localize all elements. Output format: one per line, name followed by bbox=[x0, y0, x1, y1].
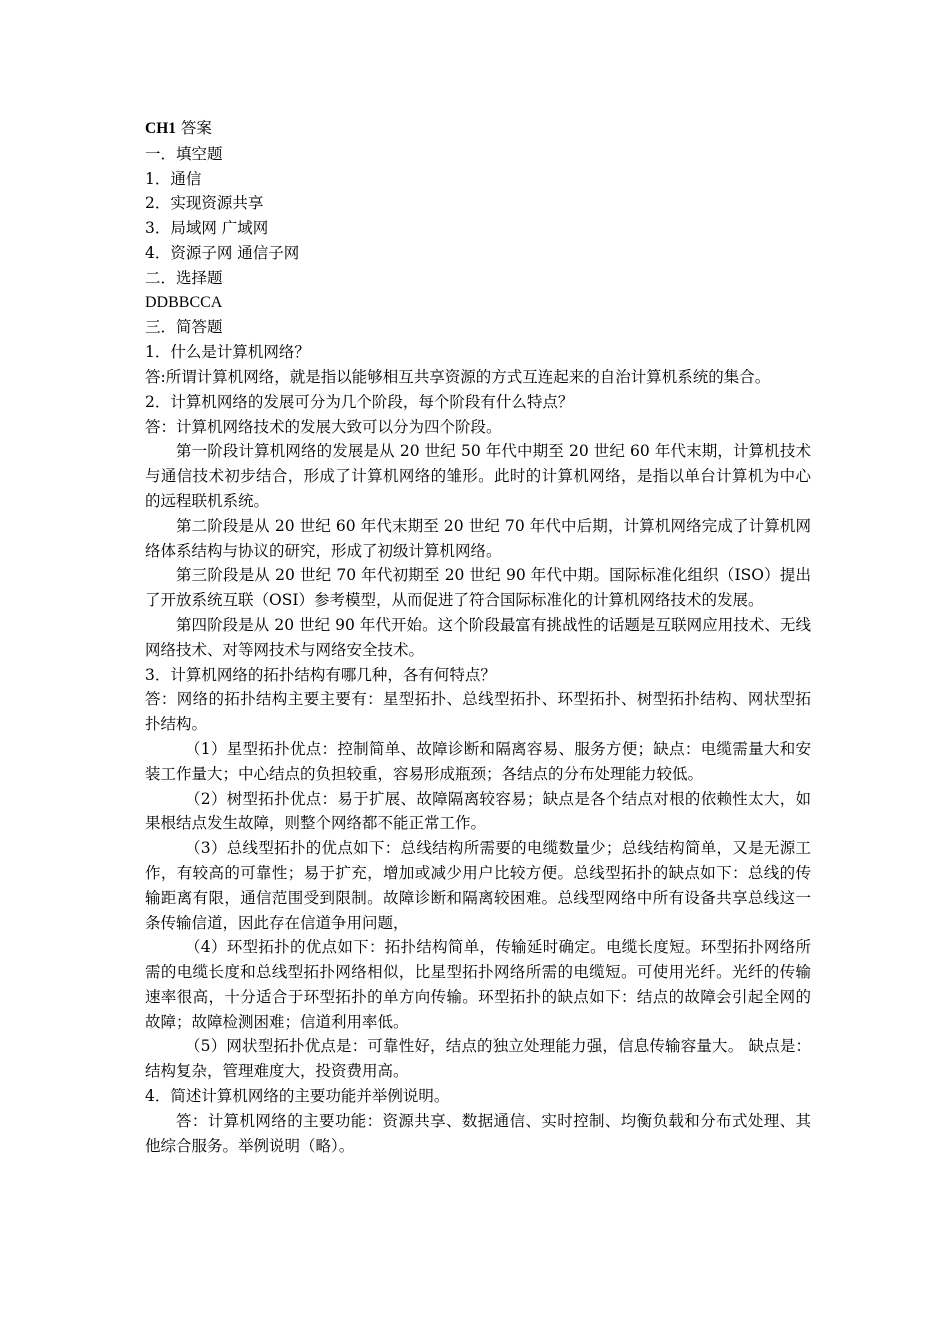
section-heading-fill-blank: 一．填空题 bbox=[145, 144, 223, 163]
question-1: 1．什么是计算机网络？ bbox=[145, 343, 310, 362]
answer-3-mesh: （5）网状型拓扑优点是：可靠性好，结点的独立处理能力强，信息传输容量大。 缺点是：结构复杂，管理难度大，投资费用高。 bbox=[145, 1037, 811, 1081]
answer-3-star: （1）星型拓扑优点：控制简单、故障诊断和隔离容易、服务方便；缺点：电缆需量大和安装工作量大；中心结点的负担较重，容易形成瓶颈；各结点的分布处理能力较低。 bbox=[145, 739, 811, 783]
fill-blank-answer-3: 3．局域网 广域网 bbox=[145, 219, 269, 238]
answer-4: 答：计算机网络的主要功能：资源共享、数据通信、实时控制、均衡负载和分布式处理、其他综合服务。举例说明（略）。 bbox=[145, 1111, 811, 1155]
answer-2-stage-4: 第四阶段是从 20 世纪 90 年代开始。这个阶段最富有挑战性的话题是互联网应用技术、无线网络技术、对等网技术与网络安全技术。 bbox=[145, 615, 811, 659]
answer-3-tree: （2）树型拓扑优点：易于扩展、故障隔离较容易；缺点是各个结点对根的依赖性太大，如果根结点发生故障，则整个网络都不能正常工作。 bbox=[145, 789, 811, 833]
section-heading-short-answer: 三．简答题 bbox=[145, 318, 223, 337]
fill-blank-answer-2: 2．实现资源共享 bbox=[145, 194, 264, 213]
doc-title-bold: CH1 bbox=[145, 120, 176, 137]
answer-3-intro: 答：网络的拓扑结构主要主要有：星型拓扑、总线型拓扑、环型拓扑、树型拓扑结构、网状型拓扑结构。 bbox=[145, 690, 811, 734]
answer-2-intro: 答：计算机网络技术的发展大致可以分为四个阶段。 bbox=[145, 417, 502, 436]
answer-2-stage-2: 第二阶段是从 20 世纪 60 年代末期至 20 世纪 70 年代中后期，计算机网络完成了计算机网络体系结构与协议的研究，形成了初级计算机网络。 bbox=[145, 516, 811, 560]
question-2: 2．计算机网络的发展可分为几个阶段，每个阶段有什么特点？ bbox=[145, 392, 574, 411]
doc-title-rest: 答案 bbox=[176, 119, 212, 137]
answer-3-ring: （4）环型拓扑的优点如下：拓扑结构简单，传输延时确定。电缆长度短。环型拓扑网络所需的电缆长度和总线型拓扑网络相似，比星型拓扑网络所需的电缆短。可使用光纤。光纤的传输速率很高，十分适合于环型拓扑的单方向传输。环型拓扑的缺点如下：结点的故障会引起全网的故障；故障检测困难；信道利用率低。 bbox=[145, 938, 811, 1031]
document-body bbox=[145, 116, 811, 1158]
question-3: 3．计算机网络的拓扑结构有哪几种，各有何特点？ bbox=[145, 665, 496, 684]
section-heading-choice: 二．选择题 bbox=[145, 268, 223, 287]
answer-1: 答:所谓计算机网络，就是指以能够相互共享资源的方式互连起来的自治计算机系统的集合。 bbox=[145, 367, 771, 386]
question-4: 4．简述计算机网络的主要功能并举例说明。 bbox=[145, 1087, 450, 1106]
doc-title bbox=[145, 116, 811, 142]
answer-2-stage-1: 第一阶段计算机网络的发展是从 20 世纪 50 年代中期至 20 世纪 60 年代末期，计算机技术与通信技术初步结合，形成了计算机网络的雏形。此时的计算机网络，是指以单台计算机为中心的远程联机系统。 bbox=[145, 442, 811, 510]
choice-answers: DDBBCCA bbox=[145, 293, 223, 311]
answer-3-bus: （3）总线型拓扑的优点如下：总线结构所需要的电缆数量少；总线结构简单，又是无源工作，有较高的可靠性；易于扩充，增加或减少用户比较方便。总线型拓扑的缺点如下：总线的传输距离有限，通信范围受到限制。故障诊断和隔离较困难。总线型网络中所有设备共享总线这一条传输信道，因此存在信道争用问题， bbox=[145, 839, 811, 932]
fill-blank-answer-4: 4．资源子网 通信子网 bbox=[145, 243, 300, 262]
answer-2-stage-3: 第三阶段是从 20 世纪 70 年代初期至 20 世纪 90 年代中期。国际标准化组织（ISO）提出了开放系统互联（OSI）参考模型，从而促进了符合国际标准化的计算机网络技术的发展。 bbox=[145, 566, 811, 610]
fill-blank-answer-1: 1．通信 bbox=[145, 169, 202, 188]
